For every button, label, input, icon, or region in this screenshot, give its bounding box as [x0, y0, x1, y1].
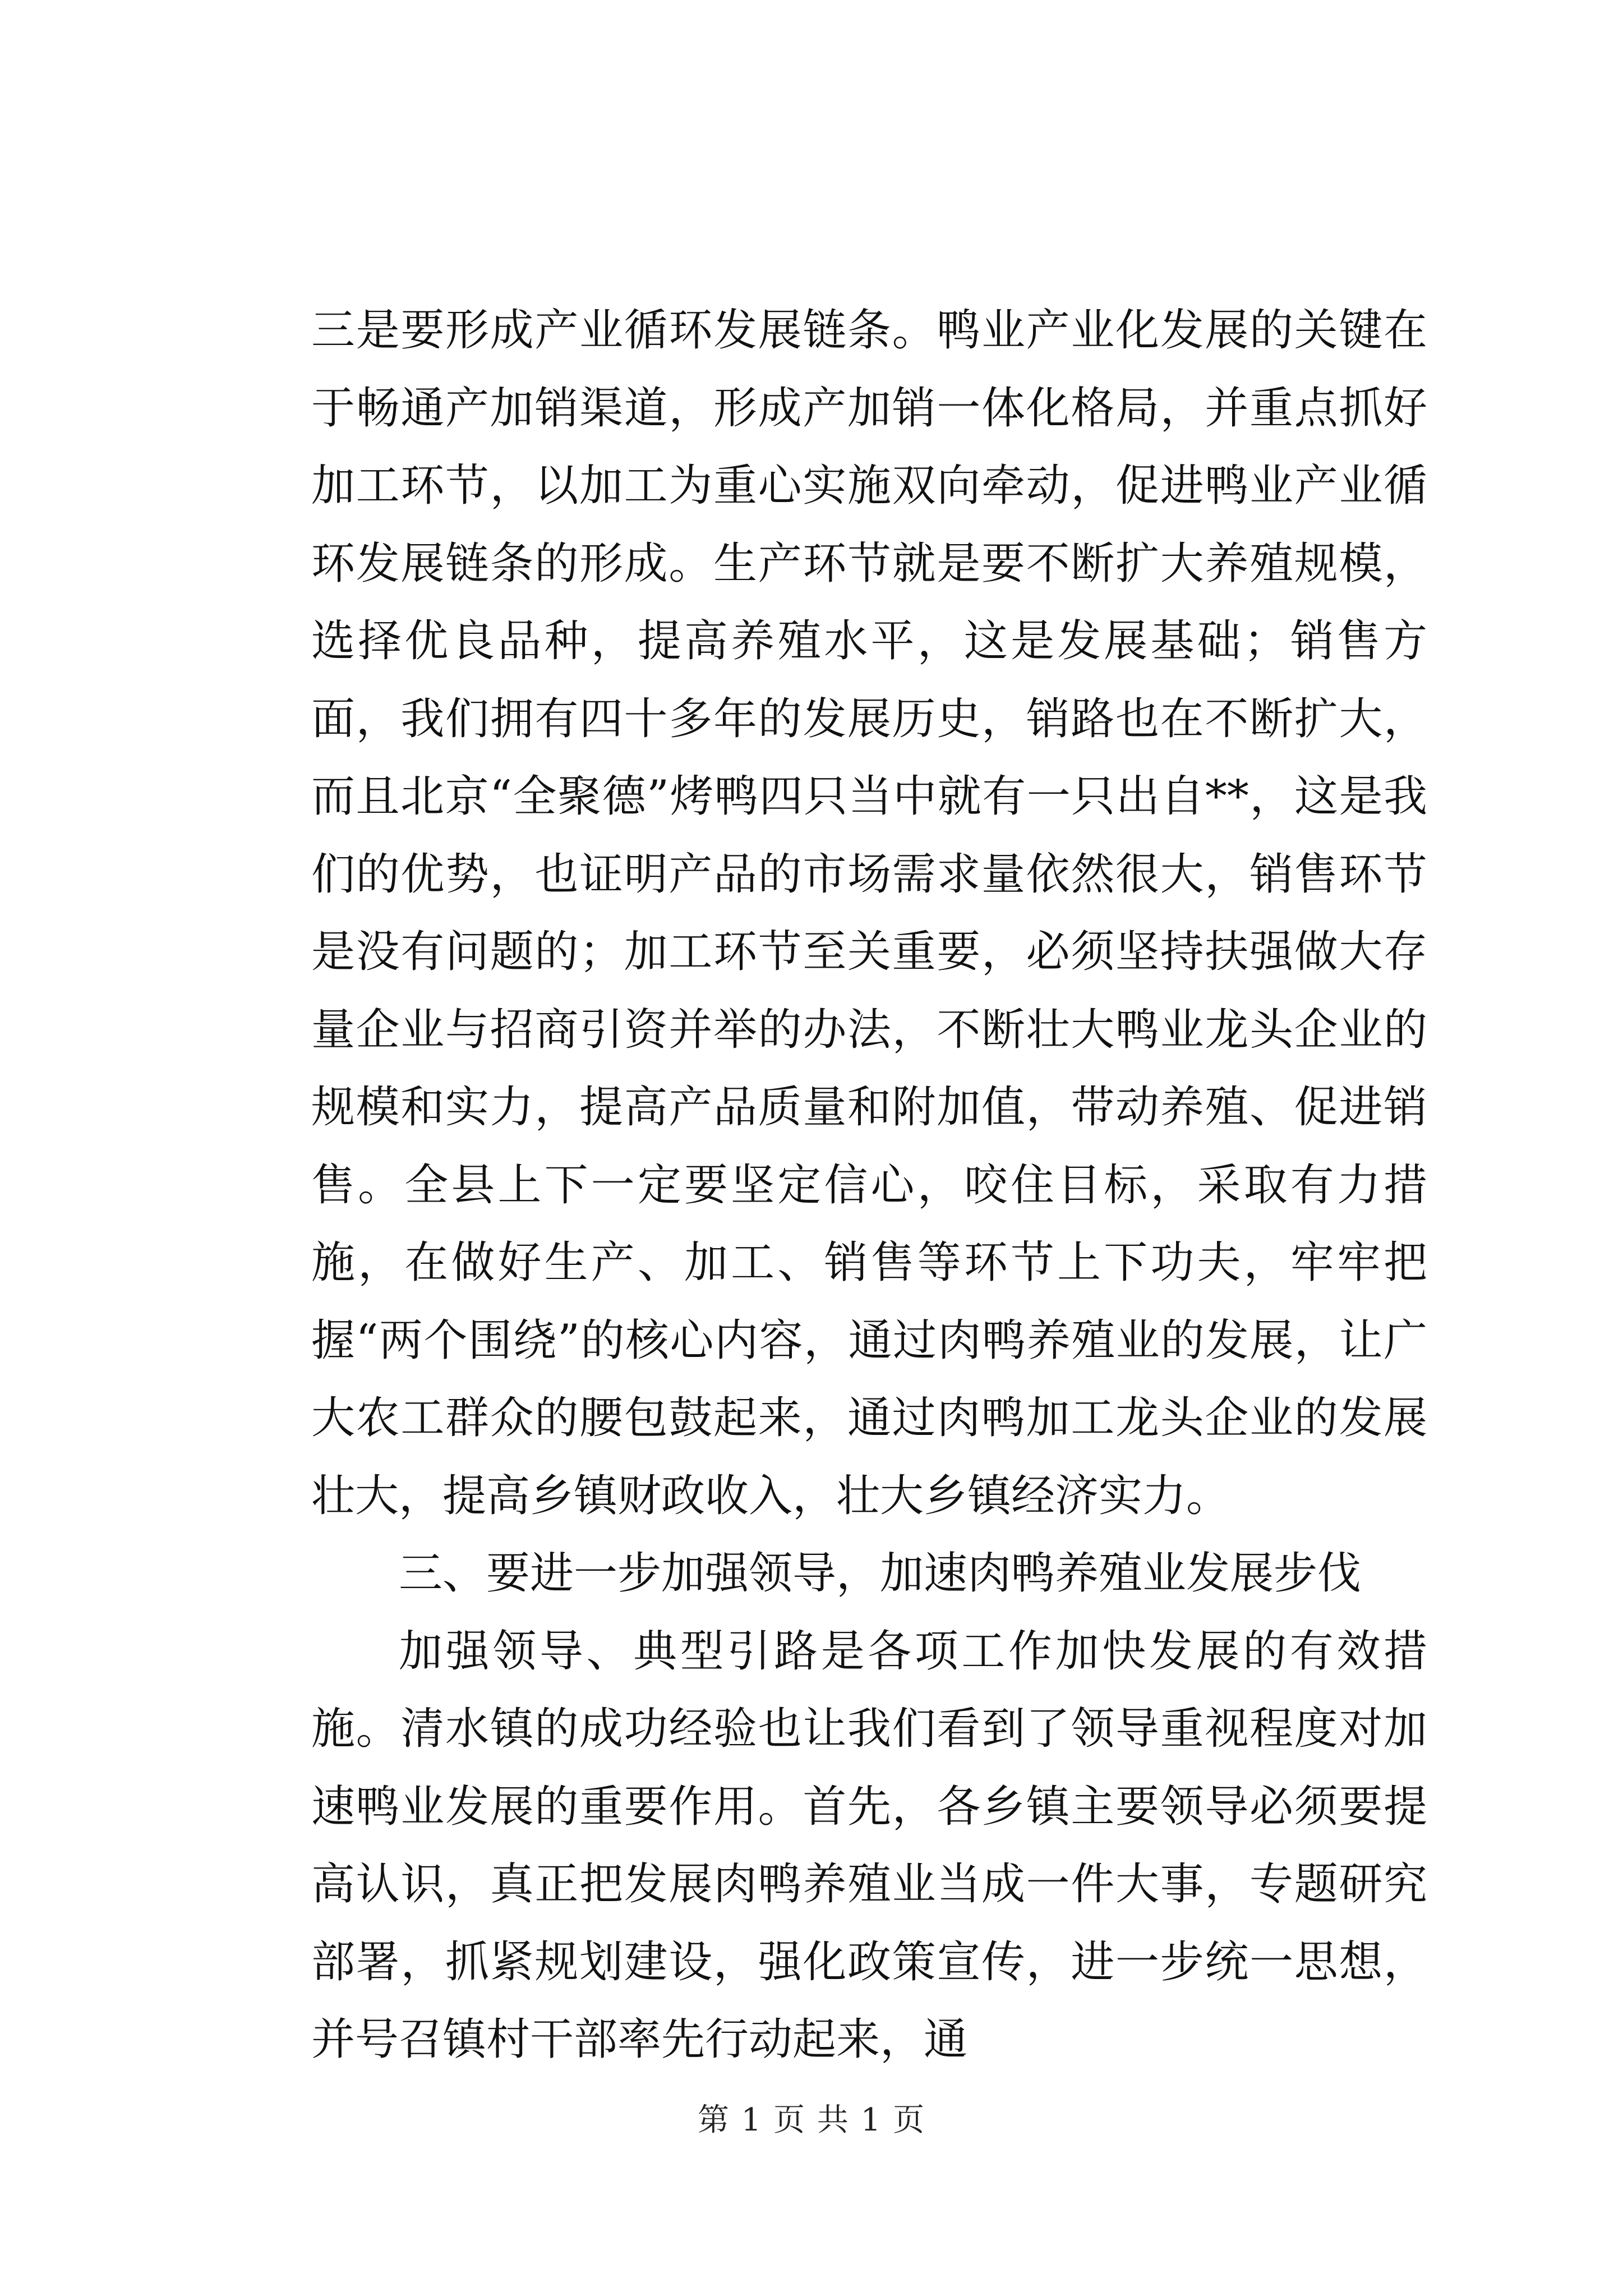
paragraph-leadership-measures: 加强领导、典型引路是各项工作加快发展的有效措施。清水镇的成功经验也让我们看到了领导重视程度对加速鸭业发展的重要作用。首先，各乡镇主要领导必须要提高认识，真正把发展肉鸭养殖业当成一件大事，专题研究部署，抓紧规划建设，强化政策宣传，进一步统一思想，并号召镇村干部率先行动起来，通 — [311, 1626, 1427, 2065]
section-heading-strengthen-leadership: 三、要进一步加强领导，加速肉鸭养殖业发展步伐 — [399, 1548, 1362, 1599]
paragraph-industry-chain: 三是要形成产业循环发展链条。鸭业产业化发展的关键在于畅通产加销渠道，形成产加销一体化格局，并重点抓好加工环节，以加工为重心实施双向牵动，促进鸭业产业循环发展链条的形成。生产环节就是要不断扩大养殖规模，选择优良品种，提高养殖水平，这是发展基础；销售方面，我们拥有四十多年的发展历史，销路也在不断扩大，而且北京“全聚德”烤鸭四只当中就有一只出自**，这是我们的优势，也证明产品的市场需求量依然很大，销售环节是没有问题的；加工环节至关重要，必须坚持扶强做大存量企业与招商引资并举的办法，不断壮大鸭业龙头企业的规模和实力，提高产品质量和附加值，带动养殖、促进销售。全县上下一定要坚定信心，咬住目标，采取有力措施，在做好生产、加工、销售等环节上下功夫，牢牢把握“两个围绕”的核心内容，通过肉鸭养殖业的发展，让广大农工群众的腰包鼓起来，通过肉鸭加工龙头企业的发展壮大，提高乡镇财政收入，壮大乡镇经济实力。 — [311, 305, 1427, 1521]
page-number-footer — [0, 2101, 1623, 2140]
page-number-label: 第 1 页 共 1 页 — [697, 2102, 926, 2138]
document-body — [311, 292, 1427, 2079]
